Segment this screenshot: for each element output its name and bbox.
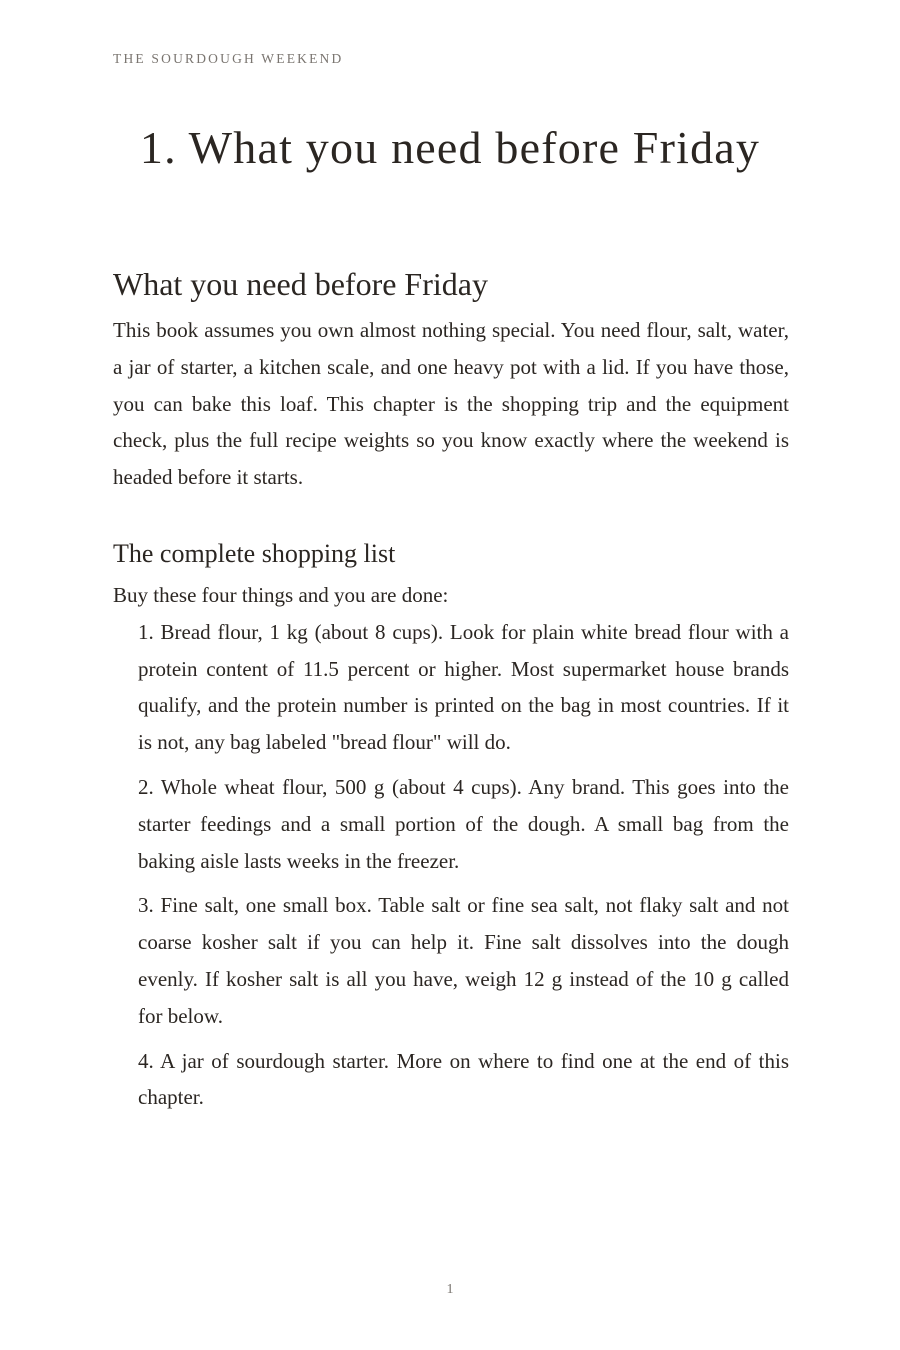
shopping-list bbox=[113, 614, 789, 1116]
shopping-list-lead: Buy these four things and you are done: bbox=[113, 582, 449, 607]
list-item-whole-wheat-flour: 2. Whole wheat flour, 500 g (about 4 cups). Any brand. This goes into the starter feedings and a small portion of the dough. A small bag from the baking aisle lasts weeks in the freezer. bbox=[138, 774, 789, 873]
shopping-list-heading: The complete shopping list bbox=[113, 538, 396, 568]
section-heading: What you need before Friday bbox=[113, 266, 488, 302]
running-head: THE SOURDOUGH WEEKEND bbox=[113, 51, 344, 66]
chapter-title: 1. What you need before Friday bbox=[139, 122, 761, 173]
list-item-fine-salt: 3. Fine salt, one small box. Table salt or fine sea salt, not flaky salt and not coarse kosher salt if you can help it. Fine salt dissolves into the dough evenly. If kosher salt is all you have, weigh 12 g instead of the 10 g called for below. bbox=[138, 893, 789, 1028]
intro-paragraph: This book assumes you own almost nothing special. You need flour, salt, water, a jar of starter, a kitchen scale, and one heavy pot with a lid. If you have those, you can bake this loaf. This chapter is the shopping trip and the equipment check, plus the full recipe weights so you know exactly where the weekend is headed before it starts. bbox=[113, 318, 789, 490]
list-item-sourdough-starter: 4. A jar of sourdough starter. More on where to find one at the end of this chapter. bbox=[138, 1048, 789, 1110]
list-item-bread-flour: 1. Bread flour, 1 kg (about 8 cups). Look for plain white bread flour with a protein content of 11.5 percent or higher. Most supermarket house brands qualify, and the protein number is printed on the bag in most countries. If it is not, any bag labeled "bread flour" will do. bbox=[138, 619, 789, 755]
page-number: 1 bbox=[446, 1282, 454, 1297]
page-body bbox=[113, 264, 789, 1124]
